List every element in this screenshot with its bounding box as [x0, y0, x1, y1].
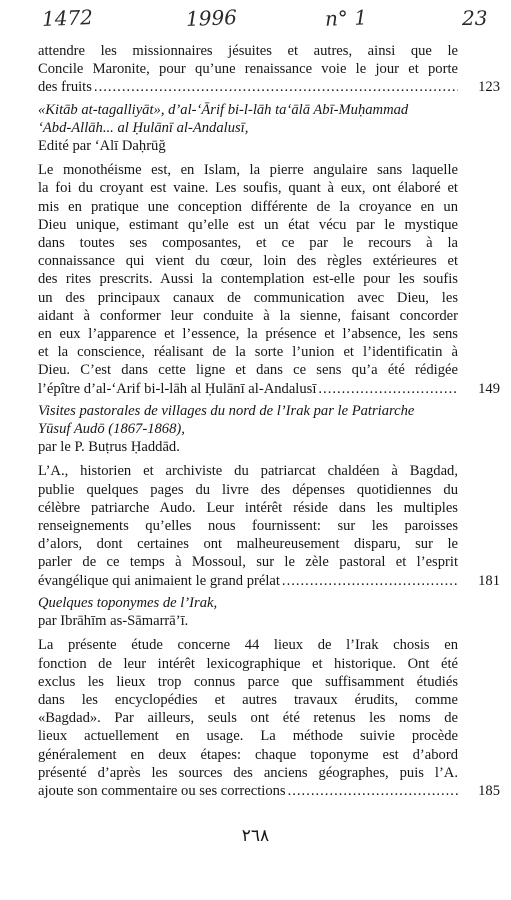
abstract-line: célèbre patriarche Audo. Leur intérêt réside dans les multiples — [38, 499, 458, 516]
abstract-line: des fruits — [38, 79, 92, 96]
abstract-line: aidant à conformer leur conduite à la sienne, faisant concorder — [38, 307, 458, 324]
abstract-line: Dieu. C’est dans cette ligne et dans ce sens qu’a été rédigée — [38, 362, 458, 379]
handwritten-note: 1472 — [41, 5, 94, 31]
page-number[interactable]: 149 — [478, 380, 500, 397]
table-of-contents — [38, 42, 500, 803]
abstract-last-line — [38, 572, 500, 590]
abstract-line: en eux l’apparence et l’essence, la présence et l’absence, les sens — [38, 326, 458, 343]
toc-entry — [38, 402, 500, 590]
page-number[interactable]: 181 — [478, 572, 500, 589]
abstract-line: d’alors, dont certaines ont malheureusement disparu, sur le — [38, 536, 458, 553]
abstract-line: exclus les lieux trop connus parce que suffisamment étudiés — [38, 673, 458, 690]
abstract-line: mis en pratique une conception différente de la croyance en un — [38, 198, 458, 215]
abstract-line: un des principaux canaux de communication avec Dieu, les — [38, 289, 458, 306]
abstract-line: évangélique qui animaient le grand prélat — [38, 572, 280, 589]
leader-dots — [288, 782, 458, 800]
entry-title-line: ‘Abd-Allāh... al Ḥulānī al-Andalusī, — [38, 119, 249, 136]
abstract-last-line — [38, 782, 500, 800]
toc-entry — [38, 101, 500, 398]
abstract-line: la foi du croyant est vaine. Les soufis, quant à eux, ont élaboré et — [38, 180, 458, 197]
leader-dots — [94, 78, 458, 96]
toc-entry — [38, 594, 500, 800]
entry-author: Edité par ‘Alī Daḥrūğ — [38, 138, 166, 155]
abstract-line: Le monothéisme est, en Islam, la pierre angulaire sans laquelle — [38, 162, 458, 179]
entry-title — [38, 402, 458, 438]
abstract-line: fonction de leur intérêt lexicographique et historique. Ont été — [38, 655, 458, 672]
leader-dots — [282, 572, 458, 590]
entry-title — [38, 594, 458, 612]
toc-entry — [38, 42, 500, 97]
entry-author: par le P. Buṭrus Ḥaddād. — [38, 439, 180, 456]
abstract-last-line — [38, 380, 500, 398]
handwritten-year: 1996 — [185, 5, 238, 31]
handwritten-issue: n° 1 — [324, 5, 368, 31]
entry-author: par Ibrāhīm as-Sāmarrā’ī. — [38, 613, 189, 630]
abstract-line: ajoute son commentaire ou ses corrections — [38, 782, 286, 799]
abstract-line: connaissance qui vient du cœur, loin des règles extérieures et — [38, 253, 458, 270]
abstract-line: lieux actuellement en usage. La méthode suivie procède — [38, 728, 458, 745]
abstract-line: publie quelques pages du livre des dépenses quotidiennes du — [38, 481, 458, 498]
abstract-line: La présente étude concerne 44 lieux de l’Irak chosis en — [38, 637, 458, 654]
abstract-line: attendre les missionnaires jésuites et autres, ainsi que le — [38, 43, 458, 59]
entry-title-line: Yūsuf Audō (1867-1868), — [38, 421, 185, 438]
abstract-line: Concile Maronite, pour qu’une renaissance voie le jour et porte — [38, 61, 458, 78]
entry-title — [38, 101, 458, 137]
abstract-line: dans les encyclopédies et autres travaux érudits, comme — [38, 691, 458, 708]
abstract-line: «Bagdad». Par ailleurs, seuls ont été retenus les noms de — [38, 710, 458, 727]
entry-title-line: Quelques toponymes de l’Irak, — [38, 594, 218, 611]
abstract-line: Dieu unique, estimant qu’elle est un état vécu par le mystique — [38, 216, 458, 233]
leader-dots — [318, 380, 458, 398]
page-number[interactable]: 123 — [478, 79, 500, 96]
entry-title-line: «Kitāb at-tagalliyāt», d’al-‘Ārif bi-l-lāh ta‘ālā Abī-Muḥammad — [38, 101, 409, 118]
abstract-line: renseignements qu’elles nous fournissent: sur les paroisses — [38, 518, 458, 535]
abstract-line: parler de ce temps à Mossoul, sur le zèle pastoral et l’esprit — [38, 554, 458, 571]
page-footer-number: ٢٦٨ — [241, 826, 270, 845]
abstract-line: présenté d’après les sources des anciens géographes, puis l’A. — [38, 764, 458, 781]
page-number[interactable]: 185 — [478, 782, 500, 799]
abstract-last-line — [38, 78, 500, 96]
abstract-line: dans toutes ses composantes, et ce par le recours à la — [38, 235, 458, 252]
handwritten-number: 23 — [462, 6, 488, 30]
abstract-line: l’épître d’al-‘Arif bi-l-lāh al Ḥulānī al-Andalusī — [38, 380, 317, 397]
abstract-line: L’A., historien et archiviste du patriarcat chaldéen à Bagdad, — [38, 463, 458, 480]
abstract-line: et la conscience, réalisant de la sorte l’union et l’identificatin à — [38, 344, 458, 361]
entry-title-line: Visites pastorales de villages du nord de l’Irak par le Patriarche — [38, 402, 415, 419]
abstract-line: généralement en deux étapes: chaque toponyme est d’abord — [38, 746, 458, 763]
abstract-line: des rites prescrits. Aussi la contemplation est-elle pour les soufis — [38, 271, 458, 288]
